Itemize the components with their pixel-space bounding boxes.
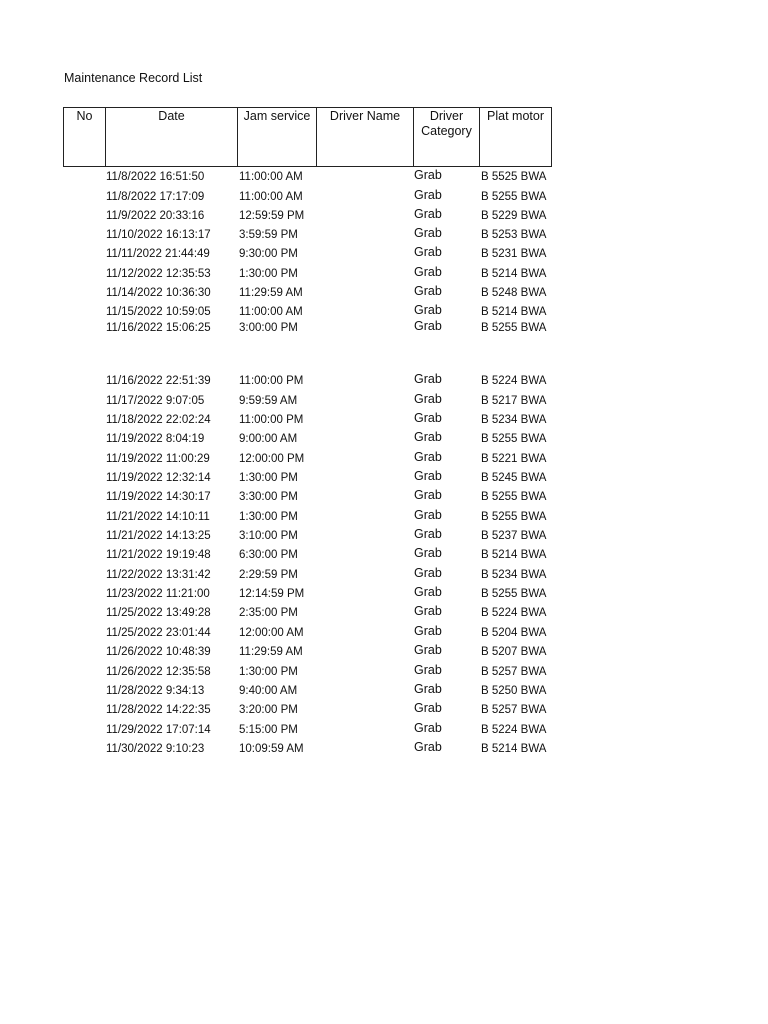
header-driver-category: Driver Category (414, 108, 480, 167)
cell-driver-category: Grab (414, 469, 442, 483)
cell-jam-service: 11:29:59 AM (239, 646, 303, 658)
header-driver-name: Driver Name (317, 108, 414, 167)
cell-plat-motor: B 5255 BWA (481, 511, 547, 523)
table-row (0, 489, 768, 505)
cell-plat-motor: B 5255 BWA (481, 322, 547, 334)
cell-jam-service: 2:35:00 PM (239, 607, 298, 619)
table-row (0, 567, 768, 583)
cell-driver-category: Grab (414, 721, 442, 735)
cell-plat-motor: B 5250 BWA (481, 685, 547, 697)
cell-date: 11/10/2022 16:13:17 (106, 229, 211, 241)
cell-date: 11/18/2022 22:02:24 (106, 414, 211, 426)
cell-driver-category: Grab (414, 546, 442, 560)
cell-driver-category: Grab (414, 508, 442, 522)
cell-jam-service: 9:40:00 AM (239, 685, 298, 697)
cell-plat-motor: B 5214 BWA (481, 743, 547, 755)
cell-jam-service: 6:30:00 PM (239, 549, 298, 561)
table-row (0, 605, 768, 621)
cell-jam-service: 1:30:00 PM (239, 268, 298, 280)
cell-driver-category: Grab (414, 682, 442, 696)
cell-jam-service: 3:00:00 PM (239, 322, 298, 334)
cell-driver-category: Grab (414, 284, 442, 298)
cell-plat-motor: B 5214 BWA (481, 306, 547, 318)
header-no: No (64, 108, 106, 167)
cell-plat-motor: B 5237 BWA (481, 530, 547, 542)
header-date: Date (106, 108, 238, 167)
cell-date: 11/21/2022 14:10:11 (106, 511, 210, 523)
table-row (0, 431, 768, 447)
cell-driver-category: Grab (414, 740, 442, 754)
cell-plat-motor: B 5253 BWA (481, 229, 547, 241)
cell-driver-category: Grab (414, 450, 442, 464)
cell-plat-motor: B 5224 BWA (481, 607, 547, 619)
table-row (0, 470, 768, 486)
cell-jam-service: 3:20:00 PM (239, 704, 298, 716)
cell-plat-motor: B 5248 BWA (481, 287, 547, 299)
table-row (0, 169, 768, 185)
cell-plat-motor: B 5229 BWA (481, 210, 547, 222)
table-row (0, 702, 768, 718)
cell-date: 11/28/2022 14:22:35 (106, 704, 211, 716)
cell-date: 11/8/2022 17:17:09 (106, 191, 205, 203)
cell-date: 11/26/2022 10:48:39 (106, 646, 211, 658)
cell-jam-service: 11:00:00 AM (239, 306, 303, 318)
cell-date: 11/16/2022 15:06:25 (106, 322, 211, 334)
cell-plat-motor: B 5224 BWA (481, 724, 547, 736)
cell-jam-service: 3:30:00 PM (239, 491, 298, 503)
table-row (0, 625, 768, 641)
table-row (0, 227, 768, 243)
cell-driver-category: Grab (414, 604, 442, 618)
cell-plat-motor: B 5214 BWA (481, 549, 547, 561)
cell-driver-category: Grab (414, 207, 442, 221)
cell-date: 11/21/2022 14:13:25 (106, 530, 211, 542)
table-row (0, 285, 768, 301)
cell-plat-motor: B 5525 BWA (481, 171, 547, 183)
cell-jam-service: 11:00:00 PM (239, 375, 304, 387)
cell-plat-motor: B 5245 BWA (481, 472, 547, 484)
cell-jam-service: 12:00:00 AM (239, 627, 304, 639)
cell-driver-category: Grab (414, 265, 442, 279)
cell-jam-service: 11:00:00 PM (239, 414, 304, 426)
table-header (63, 107, 552, 167)
cell-plat-motor: B 5217 BWA (481, 395, 547, 407)
table-row (0, 722, 768, 738)
cell-date: 11/28/2022 9:34:13 (106, 685, 205, 697)
cell-driver-category: Grab (414, 392, 442, 406)
header-plat-motor: Plat motor (480, 108, 552, 167)
cell-date: 11/8/2022 16:51:50 (106, 171, 205, 183)
cell-jam-service: 3:59:59 PM (239, 229, 298, 241)
cell-jam-service: 3:10:00 PM (239, 530, 298, 542)
table-row (0, 644, 768, 660)
cell-date: 11/29/2022 17:07:14 (106, 724, 211, 736)
table-row (0, 208, 768, 224)
table-row (0, 266, 768, 282)
table-row (0, 373, 768, 389)
cell-date: 11/19/2022 11:00:29 (106, 453, 210, 465)
cell-date: 11/30/2022 9:10:23 (106, 743, 205, 755)
cell-jam-service: 11:00:00 AM (239, 171, 303, 183)
cell-plat-motor: B 5234 BWA (481, 414, 547, 426)
table-row (0, 509, 768, 525)
cell-driver-category: Grab (414, 527, 442, 541)
cell-plat-motor: B 5234 BWA (481, 569, 547, 581)
cell-jam-service: 11:00:00 AM (239, 191, 303, 203)
cell-driver-category: Grab (414, 188, 442, 202)
table-row (0, 528, 768, 544)
cell-jam-service: 5:15:00 PM (239, 724, 298, 736)
cell-driver-category: Grab (414, 624, 442, 638)
cell-jam-service: 11:29:59 AM (239, 287, 303, 299)
table-row (0, 741, 768, 757)
document-title: Maintenance Record List (64, 71, 203, 85)
table-row (0, 412, 768, 428)
cell-jam-service: 10:09:59 AM (239, 743, 304, 755)
cell-date: 11/22/2022 13:31:42 (106, 569, 211, 581)
cell-plat-motor: B 5257 BWA (481, 666, 547, 678)
cell-jam-service: 9:00:00 AM (239, 433, 298, 445)
cell-driver-category: Grab (414, 488, 442, 502)
cell-date: 11/23/2022 11:21:00 (106, 588, 210, 600)
cell-jam-service: 2:29:59 PM (239, 569, 298, 581)
cell-date: 11/14/2022 10:36:30 (106, 287, 211, 299)
cell-driver-category: Grab (414, 168, 442, 182)
table-row (0, 451, 768, 467)
cell-driver-category: Grab (414, 643, 442, 657)
table-row (0, 320, 768, 336)
cell-date: 11/26/2022 12:35:58 (106, 666, 211, 678)
cell-jam-service: 12:59:59 PM (239, 210, 305, 222)
cell-driver-category: Grab (414, 585, 442, 599)
cell-driver-category: Grab (414, 226, 442, 240)
cell-date: 11/19/2022 14:30:17 (106, 491, 211, 503)
table-row (0, 304, 768, 320)
cell-driver-category: Grab (414, 566, 442, 580)
cell-date: 11/16/2022 22:51:39 (106, 375, 211, 387)
cell-plat-motor: B 5214 BWA (481, 268, 547, 280)
cell-date: 11/15/2022 10:59:05 (106, 306, 211, 318)
cell-plat-motor: B 5207 BWA (481, 646, 547, 658)
cell-driver-category: Grab (414, 372, 442, 386)
cell-plat-motor: B 5255 BWA (481, 588, 547, 600)
cell-date: 11/19/2022 8:04:19 (106, 433, 205, 445)
cell-date: 11/25/2022 23:01:44 (106, 627, 211, 639)
cell-date: 11/11/2022 21:44:49 (106, 248, 210, 260)
cell-date: 11/19/2022 12:32:14 (106, 472, 211, 484)
cell-driver-category: Grab (414, 319, 442, 333)
cell-driver-category: Grab (414, 411, 442, 425)
table-row (0, 683, 768, 699)
cell-driver-category: Grab (414, 701, 442, 715)
cell-date: 11/17/2022 9:07:05 (106, 395, 205, 407)
cell-plat-motor: B 5204 BWA (481, 627, 547, 639)
header-jam-service: Jam service (238, 108, 317, 167)
cell-jam-service: 1:30:00 PM (239, 666, 298, 678)
cell-plat-motor: B 5255 BWA (481, 433, 547, 445)
cell-date: 11/9/2022 20:33:16 (106, 210, 205, 222)
cell-date: 11/12/2022 12:35:53 (106, 268, 211, 280)
cell-jam-service: 1:30:00 PM (239, 472, 298, 484)
cell-plat-motor: B 5255 BWA (481, 191, 547, 203)
cell-date: 11/25/2022 13:49:28 (106, 607, 211, 619)
cell-jam-service: 9:59:59 AM (239, 395, 298, 407)
cell-date: 11/21/2022 19:19:48 (106, 549, 211, 561)
cell-plat-motor: B 5224 BWA (481, 375, 547, 387)
cell-plat-motor: B 5221 BWA (481, 453, 547, 465)
cell-plat-motor: B 5231 BWA (481, 248, 547, 260)
cell-driver-category: Grab (414, 430, 442, 444)
table-row (0, 189, 768, 205)
cell-plat-motor: B 5255 BWA (481, 491, 547, 503)
table-row (0, 664, 768, 680)
table-row (0, 586, 768, 602)
cell-jam-service: 12:00:00 PM (239, 453, 305, 465)
table-row (0, 547, 768, 563)
cell-jam-service: 12:14:59 PM (239, 588, 305, 600)
cell-driver-category: Grab (414, 663, 442, 677)
cell-plat-motor: B 5257 BWA (481, 704, 547, 716)
cell-driver-category: Grab (414, 303, 442, 317)
cell-jam-service: 1:30:00 PM (239, 511, 298, 523)
table-row (0, 246, 768, 262)
cell-driver-category: Grab (414, 245, 442, 259)
cell-jam-service: 9:30:00 PM (239, 248, 298, 260)
table-row (0, 393, 768, 409)
